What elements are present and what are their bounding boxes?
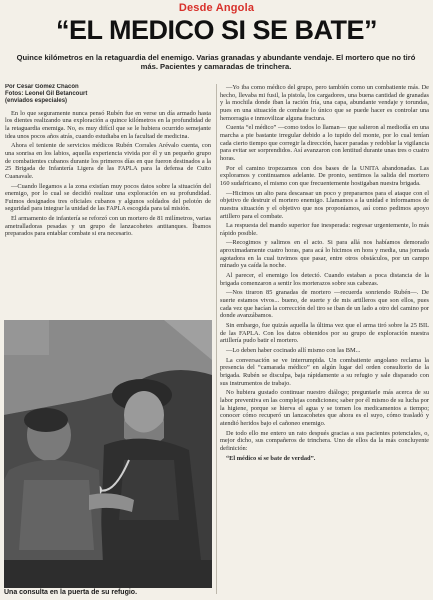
byline-role: (enviados especiales): [5, 98, 68, 105]
left-paragraph: —Cuando llegamos a la zona existían muy pocos datos sobre la situación del enemigo, por lo cual se decidió realizar una exploración en su profundidad. Fuimos designados tres oficiales cubanos y algunos soldados del pelotón de seguridad para integrar la unidad de las FAPLA escogida para tal misión.: [5, 182, 211, 213]
left-paragraph: Ahora el teniente de servicios médicos Rubén Corrales Arévalo cuenta, con una sonrisa en los labios, aquella experiencia vivida por él y un pequeño grupo de combatientes cubanos durante los primeros días en que fueron destinados a la 25 Brigada de Infantería Ligera de las FAPLA para la defensa de Cuito Cuanavale.: [5, 142, 211, 180]
right-paragraph: —Yo iba como médico del grupo, pero también como un combatiente más. De hecho, llevaba mi fusil, la pistola, los cargadores, una buena cantidad de granadas y la mochila donde iban la ración fría, una capa, abundante vendaje y torundas, pues en una situación de combate lo único que se puede hacer es controlar una hemorragia e inmovilizar alguna fractura.: [220, 84, 429, 122]
left-column: [5, 84, 211, 316]
section-tag: Desde Angola: [178, 2, 255, 14]
right-paragraph: —Nos tiraron 85 granadas de mortero —recuerda sonriendo Rubén—. De suerte estamos vivos... bueno, de suerte y de mis artilleros que son ellos, pues cada vez que hacían la corrección del tiro se iban de un lado a otro del camino por donde avanzábamos.: [220, 289, 429, 320]
headline: “EL MEDICO SI SE BATE”: [55, 15, 378, 45]
right-paragraph: La respuesta del mando superior fue inesperada: regresar urgentemente, lo más rápido posible.: [220, 222, 429, 237]
closing-quote: “El médico sí se bate de verdad”.: [226, 454, 316, 462]
right-paragraph: —Hicimos un alto para descansar un poco y prepararnos para el ataque con el objetivo de destruir el mortero enemigo. Llamamos a la unidad e informamos de nuestra situación y el objetivo que nos proponíamos, así como pedimos apoyo artillero para el combate.: [220, 189, 429, 220]
byline: [5, 84, 211, 106]
byline-author: Por César Gómez Chacón: [5, 84, 79, 90]
right-paragraph: De todo ello me entero un rato después gracias a sus pacientes potenciales, o, mejor dicho, sus compañeros de trinchera. Uno de ellos da la más concluyente definición:: [220, 429, 429, 452]
right-paragraph: Al parecer, el enemigo los detectó. Cuando estaban a poca distancia de la brigada comenzaron a sentir los morterazos sobre sus cabezas.: [220, 272, 429, 287]
right-paragraph: Sin embargo, fue quizás aquella la última vez que el arma tiró sobre la 25 BIL de las FAPLA. Con los datos obtenidos por su grupo de exploración nuestra artillería pudo batir el mortero.: [220, 322, 429, 345]
deck: Quince kilómetros en la retaguardia del enemigo. Varias granadas y abundante vendaje. El mortero que no tiró más. Pacientes y camaradas de trinchera.: [16, 53, 416, 72]
right-paragraph: —Lo deben haber cocinado allí mismo con las BM...: [226, 347, 361, 354]
left-paragraph: En lo que seguramente nunca pensó Rubén fue en verse un día armado hasta los dientes realizando una exploración a quince kilómetros en la profundidad de la retaguardia enemiga. No, es muy difícil que se le hubiera ocurrido semejante idea unos pocos años atrás, cuando estudiaba en la facultad de medicina.: [5, 109, 211, 140]
right-paragraph: —Recogimos y salimos en el acto. Si para allá nos habíamos demorado aproximadamente cuatro horas, para acá lo hicimos en hora y media, una jornada agotadora en la cual tuvimos que pasar, entre otros obstáculos, por un campo minado ya caída la noche.: [220, 239, 429, 270]
right-paragraph: Cuenta “el médico” —como todos lo llaman— que salieron al mediodía en una marcha a pie bastante irregular debido a lo tupido del monte, por lo cual tenían cada cierto tiempo que corregir la dirección, hacer paradas y redoblar la vigilancia para evitar ser sorprendidos. Así avanzaron con lentitud durante unas tres o cuatro horas.: [220, 124, 429, 162]
right-paragraph: Por el camino tropezamos con dos bases de la UNITA abandonadas. Las exploramos y continuamos adelante. De pronto, sentimos la salida del mortero 160 sudafricano, el mismo con que frecuentemente hostigaban nuestra brigada.: [220, 164, 429, 187]
right-column: [220, 84, 429, 599]
photo-caption: Una consulta en la puerta de su refugio.: [4, 589, 138, 596]
column-divider: [216, 84, 217, 594]
right-paragraph: No hubiera gustado continuar nuestro diálogo; preguntarle más acerca de su labor preventiva en las complejas condiciones; saber por él mismo de su lucha por la higiene, porque se hierva el agua y se tomen los medicamentos a tiempo; conocer cómo recuperó un lanzacohetes que ahora es el suyo, cómo trasladó y atendió heridos bajo el cañoneo enemigo.: [220, 389, 429, 427]
byline-photos: Fotos: Leonel Gil Betancourt: [5, 91, 88, 98]
right-paragraph: La conversación se ve interrumpida. Un combatiente angolano reclama la presencia del “camarada médico” en algún lugar del orden consultorio de la brigada. Rubén se disculpa, baja rápidamente a su refugio y sale disparado con sus instrumentos de trabajo.: [220, 356, 429, 387]
photo-doctor-consultation: [4, 320, 212, 588]
left-paragraph: El armamento de infantería se reforzó con un mortero de 81 milímetros, varias ametralladoras pesadas y un grupo de lanzacohetes antitanques. Íbamos preparados para entablar combate si era necesario.: [5, 215, 211, 238]
